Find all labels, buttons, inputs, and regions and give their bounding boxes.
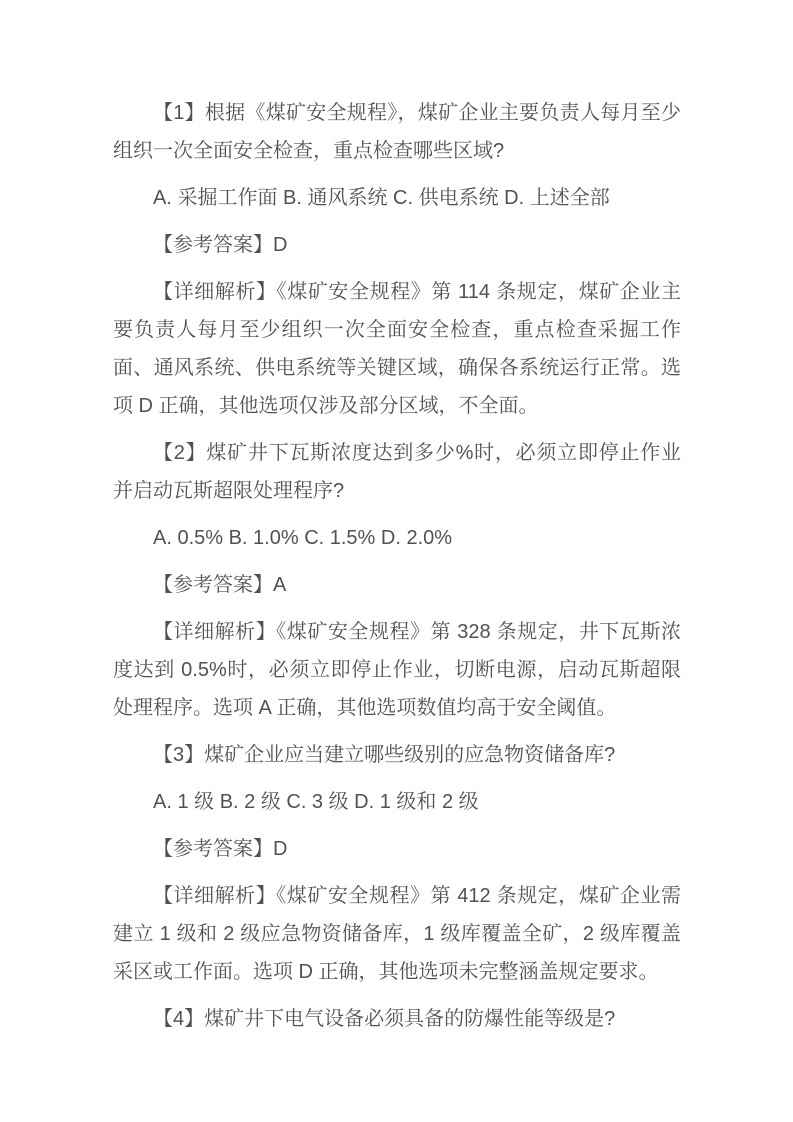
question-2-explanation: 【详细解析】《煤矿安全规程》第 328 条规定，井下瓦斯浓度达到 0.5%时，必须立即停止作业，切断电源，启动瓦斯超限处理程序。选项 A 正确，其他选项数值均高于安全阈值。 <box>113 621 681 719</box>
question-1-options: A. 采掘工作面 B. 通风系统 C. 供电系统 D. 上述全部 <box>153 187 610 209</box>
question-1-explanation: 【详细解析】《煤矿安全规程》第 114 条规定，煤矿企业主要负责人每月至少组织一次全面安全检查，重点检查采掘工作面、通风系统、供电系统等关键区域，确保各系统运行正常。选项 D 正确，其他选项仅涉及部分区域，不全面。 <box>113 281 681 417</box>
question-2-answer: 【参考答案】A <box>153 574 287 596</box>
question-3-text: 【3】煤矿企业应当建立哪些级别的应急物资储备库? <box>153 744 616 766</box>
question-1-answer: 【参考答案】D <box>153 234 288 256</box>
question-2-text: 【2】煤矿井下瓦斯浓度达到多少%时，必须立即停止作业并启动瓦斯超限处理程序? <box>113 442 681 502</box>
question-3-answer: 【参考答案】D <box>153 838 288 860</box>
question-4-text: 【4】煤矿井下电气设备必须具备的防爆性能等级是? <box>153 1008 616 1030</box>
question-3-options: A. 1 级 B. 2 级 C. 3 级 D. 1 级和 2 级 <box>153 791 479 813</box>
document-content <box>113 94 681 1038</box>
question-3-explanation: 【详细解析】《煤矿安全规程》第 412 条规定，煤矿企业需建立 1 级和 2 级应急物资储备库，1 级库覆盖全矿，2 级库覆盖采区或工作面。选项 D 正确，其他选项未完整涵盖规定要求。 <box>113 885 681 983</box>
question-2-options: A. 0.5% B. 1.0% C. 1.5% D. 2.0% <box>153 527 453 549</box>
question-1-text: 【1】根据《煤矿安全规程》，煤矿企业主要负责人每月至少组织一次全面安全检查，重点检查哪些区域? <box>113 102 681 162</box>
